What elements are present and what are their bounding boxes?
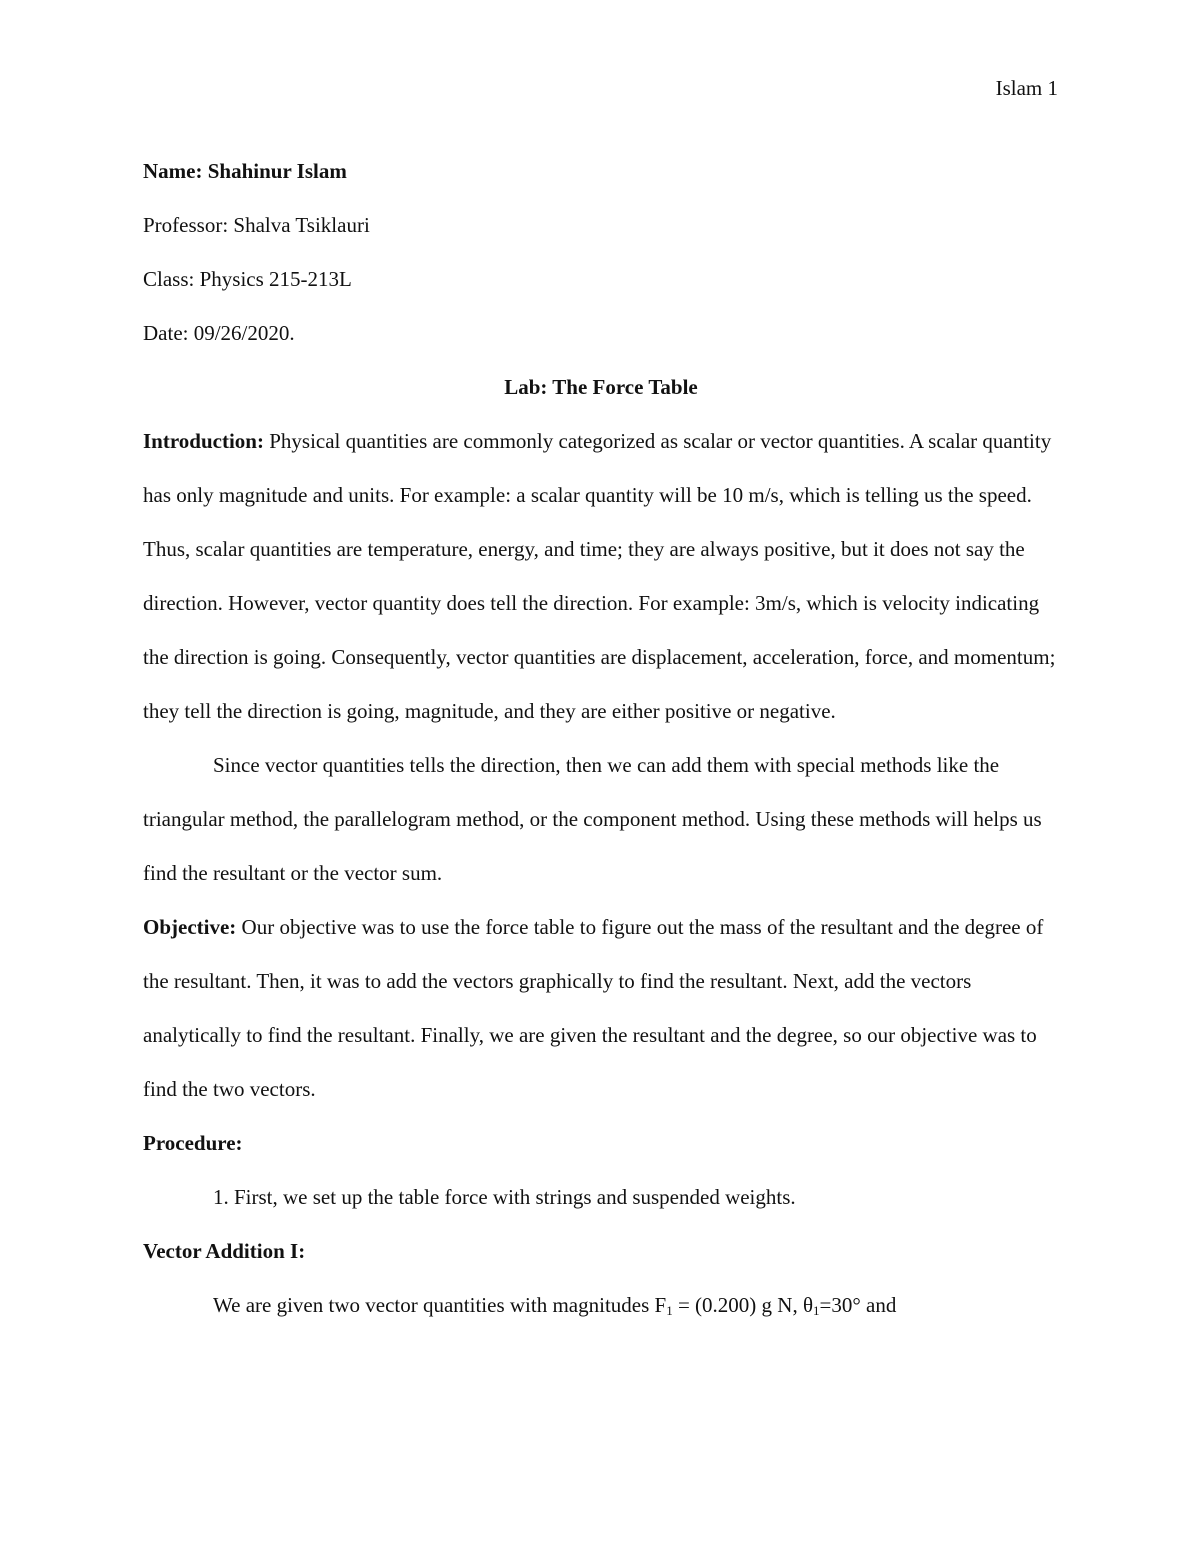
subscript-2: 1: [813, 1303, 820, 1318]
vector-addition-text: [143, 1278, 1059, 1332]
objective-paragraph: [143, 900, 1059, 1116]
procedure-step-1: 1. First, we set up the table force with strings and suspended weights.: [213, 1185, 796, 1209]
document-body: [143, 144, 1059, 1332]
date-line: Date: 09/26/2020.: [143, 321, 295, 345]
vector-addition-heading: Vector Addition I:: [143, 1239, 306, 1263]
vector-text-part-b: = (0.200) g N, θ: [672, 1293, 814, 1317]
introduction-text: Physical quantities are commonly categorized as scalar or vector quantities. A scalar quantity has only magnitude and units. For example: a scalar quantity will be 10 m/s, which is telling us the speed. Thus, scalar quantities are temperature, energy, and time; they are always positive, but it does not say the direction. However, vector quantity does tell the direction. For example: 3m/s, which is velocity indicating the direction is going. Consequently, vector quantities are displacement, acceleration, force, and momentum; they tell the direction is going, magnitude, and they are either positive or negative.: [143, 429, 1056, 723]
objective-text: Our objective was to use the force table to figure out the mass of the resultant and the degree of the resultant. Then, it was to add the vectors graphically to find the resultant. Next, add the vectors analytically to find the resultant. Finally, we are given the resultant and the degree, so our objective was to find the two vectors.: [143, 915, 1044, 1101]
class-line: Class: Physics 215-213L: [143, 267, 352, 291]
objective-heading: Objective:: [143, 915, 237, 939]
student-name: Name: Shahinur Islam: [143, 159, 347, 183]
introduction-paragraph: [143, 414, 1059, 738]
vector-text-part-a: We are given two vector quantities with magnitudes F: [213, 1293, 667, 1317]
page-header-label: Islam 1: [995, 76, 1058, 100]
procedure-heading: Procedure:: [143, 1131, 243, 1155]
introduction-heading: Introduction:: [143, 429, 264, 453]
professor-line: Professor: Shalva Tsiklauri: [143, 213, 370, 237]
lab-title: Lab: The Force Table: [504, 375, 698, 399]
vector-text-part-c: =30° and: [819, 1293, 897, 1317]
introduction-paragraph-2: Since vector quantities tells the direction, then we can add them with special methods like the triangular method, the parallelogram method, or the component method. Using these methods will helps us find the resultant or the vector sum.: [143, 753, 1042, 885]
subscript-1: 1: [666, 1303, 673, 1318]
